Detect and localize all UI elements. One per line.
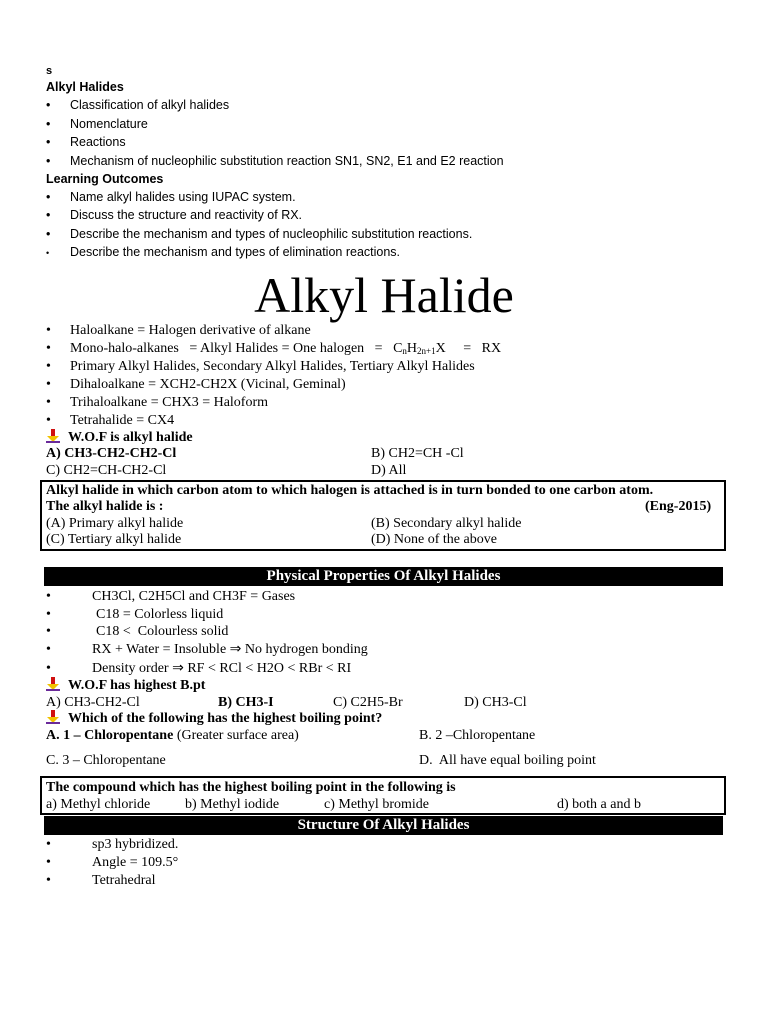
intro-point: • Dihaloalkane = XCH2-CH2X (Vicinal, Geminal) xyxy=(46,377,346,392)
physical-point: • RX + Water = Insoluble ⇒ No hydrogen bonding xyxy=(46,642,368,657)
syllabus-item: • Mechanism of nucleophilic substitution reaction SN1, SN2, E1 and E2 reaction xyxy=(46,154,504,168)
q1-option-c: C) CH2=CH-CH2-Cl xyxy=(46,463,167,478)
bullet-dot-icon: • xyxy=(46,624,51,639)
physical-point: • C18 = Colorless liquid xyxy=(46,607,224,622)
bullet-dot-icon: • xyxy=(46,98,51,112)
bullet-dot-icon: • xyxy=(46,341,51,356)
bullet-dot-icon: • xyxy=(46,190,51,204)
bullet-dot-icon: • xyxy=(46,323,51,338)
q2-option-b: B) CH3-I xyxy=(218,695,274,710)
bullet-dot-icon: • xyxy=(46,607,51,622)
physical-point: • C18 < Colourless solid xyxy=(46,624,229,639)
q3-option-b: B. 2 –Chloropentane xyxy=(419,728,536,743)
bullet-dot-icon: • xyxy=(46,855,51,870)
outcome-item: • Name alkyl halides using IUPAC system. xyxy=(46,190,296,204)
bullet-dot-icon: • xyxy=(46,208,51,222)
top-letter: s xyxy=(46,65,53,77)
physical-point: • CH3Cl, C2H5Cl and CH3F = Gases xyxy=(46,589,296,604)
bullet-dot-icon: • xyxy=(46,661,51,676)
q2-option-c: C) C2H5-Br xyxy=(333,695,403,710)
structure-point: • Angle = 109.5° xyxy=(46,855,179,870)
bullet-dot-icon: • xyxy=(46,117,51,131)
box1-question-line2: The alkyl halide is : xyxy=(46,499,164,514)
physical-properties-heading: Physical Properties Of Alkyl Halides xyxy=(44,567,723,586)
intro-point: • Primary Alkyl Halides, Secondary Alkyl Halides, Tertiary Alkyl Halides xyxy=(46,359,475,374)
box2-option-a: a) Methyl chloride xyxy=(46,797,151,812)
syllabus-item: • Reactions xyxy=(46,135,126,149)
q3-option-c: C. 3 – Chloropentane xyxy=(46,753,166,768)
bullet-dot-icon: • xyxy=(46,377,51,392)
bullet-dot-icon: • xyxy=(46,395,51,410)
structure-point: • sp3 hybridized. xyxy=(46,837,179,852)
syllabus-item: • Classification of alkyl halides xyxy=(46,98,230,112)
outcome-item: • Discuss the structure and reactivity of RX. xyxy=(46,208,303,222)
structure-point: • Tetrahedral xyxy=(46,873,156,888)
box2-option-c: c) Methyl bromide xyxy=(324,797,429,812)
intro-point: • Trihaloalkane = CHX3 = Haloform xyxy=(46,395,269,410)
bullet-dot-icon: • xyxy=(46,359,51,374)
q1-option-b: B) CH2=CH -Cl xyxy=(371,446,464,461)
bullet-dot-icon: • xyxy=(46,413,51,428)
box1-question-line1: Alkyl halide in which carbon atom to which halogen is attached is in turn bonded to one carbon atom. xyxy=(46,483,654,498)
box1-option-c: (C) Tertiary alkyl halide xyxy=(46,532,182,547)
bullet-dot-icon: • xyxy=(46,642,51,657)
box1-option-b: (B) Secondary alkyl halide xyxy=(371,516,522,531)
down-arrow-icon xyxy=(46,429,60,443)
q1-option-d: D) All xyxy=(371,463,407,478)
q3-option-a: A. 1 – Chloropentane (Greater surface area) xyxy=(46,728,299,743)
intro-point: • Mono-halo-alkanes = Alkyl Halides = One halogen = $C_nH_{2n+1}X$ = RX xyxy=(46,341,502,356)
box2-option-d: d) both a and b xyxy=(557,797,641,812)
bullet-dot-icon: • xyxy=(46,248,50,258)
outcome-item: • Describe the mechanism and types of elimination reactions. xyxy=(46,243,400,261)
box1-option-d: (D) None of the above xyxy=(371,532,497,547)
bullet-dot-icon: • xyxy=(46,227,51,241)
question-1: W.O.F is alkyl halide xyxy=(46,429,193,447)
box2-question: The compound which has the highest boiling point in the following is xyxy=(46,780,456,795)
bullet-dot-icon: • xyxy=(46,837,51,852)
syllabus-item: • Nomenclature xyxy=(46,117,148,131)
outcomes-heading: Learning Outcomes xyxy=(46,172,164,186)
box1-option-a: (A) Primary alkyl halide xyxy=(46,516,184,531)
box1-reference: (Eng-2015) xyxy=(645,499,712,514)
q1-option-a: A) CH3-CH2-CH2-Cl xyxy=(46,446,177,461)
box2-option-b: b) Methyl iodide xyxy=(185,797,280,812)
bullet-dot-icon: • xyxy=(46,135,51,149)
intro-point: • Haloalkane = Halogen derivative of alkane xyxy=(46,323,311,338)
bullet-dot-icon: • xyxy=(46,589,51,604)
bullet-dot-icon: • xyxy=(46,154,51,168)
outcome-item: • Describe the mechanism and types of nucleophilic substitution reactions. xyxy=(46,227,473,241)
question-3: Which of the following has the highest boiling point? xyxy=(46,710,382,728)
physical-point: • Density order ⇒ RF < RCl < H2O < RBr < RI xyxy=(46,661,352,676)
down-arrow-icon xyxy=(46,710,60,724)
question-2: W.O.F has highest B.pt xyxy=(46,677,205,695)
q2-option-a: A) CH3-CH2-Cl xyxy=(46,695,140,710)
q2-option-d: D) CH3-Cl xyxy=(464,695,527,710)
bullet-dot-icon: • xyxy=(46,873,51,888)
structure-heading: Structure Of Alkyl Halides xyxy=(44,816,723,835)
down-arrow-icon xyxy=(46,677,60,691)
q3-option-d: D. All have equal boiling point xyxy=(419,753,596,768)
intro-point: • Tetrahalide = CX4 xyxy=(46,413,175,428)
main-title: Alkyl Halide xyxy=(254,267,514,323)
syllabus-heading: Alkyl Halides xyxy=(46,80,124,94)
